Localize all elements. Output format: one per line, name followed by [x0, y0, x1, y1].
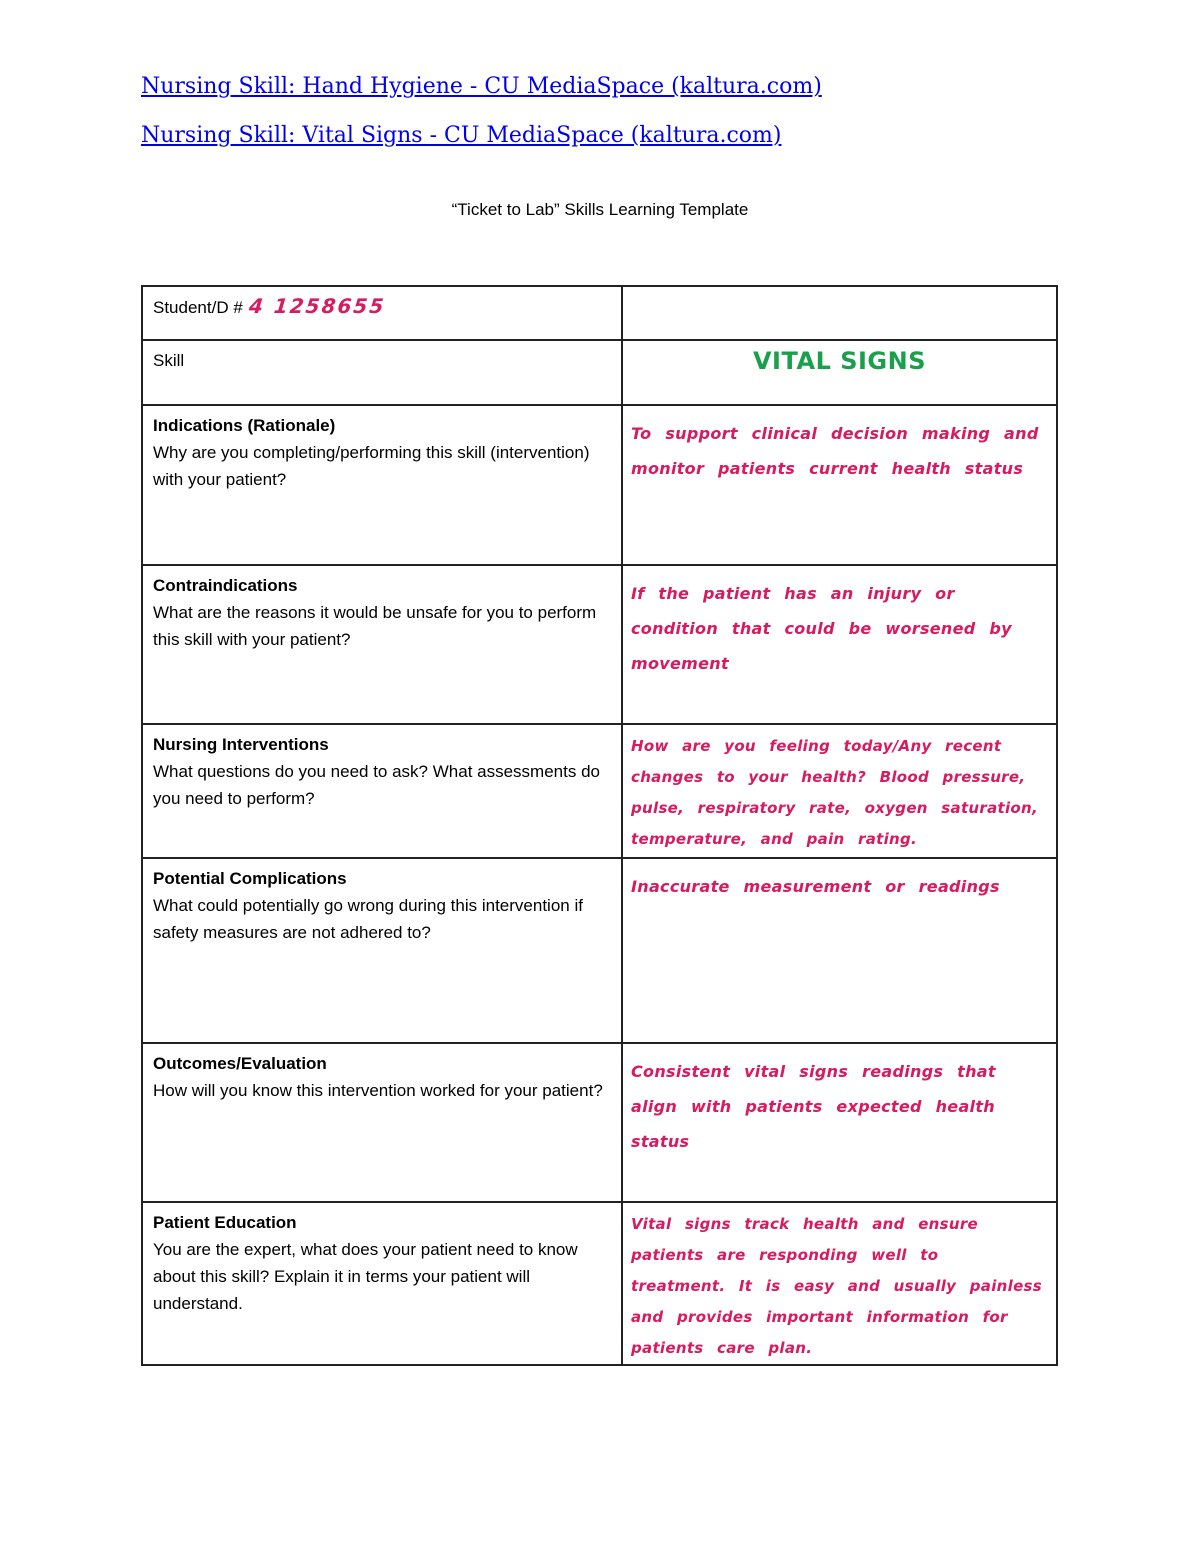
contraindications-description: What are the reasons it would be unsafe for you to perform this skill with your patient?	[153, 603, 597, 649]
potential-complications-description: What could potentially go wrong during this intervention if safety measures are not adhered to?	[153, 896, 583, 942]
nursing-interventions-description: What questions do you need to ask? What assessments do you need to perform?	[153, 762, 600, 808]
student-id-empty-cell	[622, 286, 1057, 340]
patient-education-row	[142, 1202, 1057, 1365]
indications-description: Why are you completing/performing this skill (intervention) with your patient?	[153, 443, 590, 489]
outcomes-evaluation-label-cell	[142, 1043, 622, 1202]
nursing-interventions-answer-cell	[622, 724, 1057, 858]
patient-education-answer: Vital signs track health and ensure patients are responding well to treatment. It is easy and usually painless and provides important information for patients care plan.	[631, 1215, 1042, 1357]
skill-value: VITAL SIGNS	[752, 347, 927, 375]
outcomes-evaluation-row	[142, 1043, 1057, 1202]
skill-value-cell	[622, 340, 1057, 405]
contraindications-answer-cell	[622, 565, 1057, 724]
skills-template-table	[141, 285, 1058, 1366]
hand-hygiene-link[interactable]: Nursing Skill: Hand Hygiene - CU MediaSpace (kaltura.com)	[141, 74, 822, 99]
patient-education-label-cell	[142, 1202, 622, 1365]
potential-complications-answer: Inaccurate measurement or readings	[631, 877, 1000, 896]
contraindications-title: Contraindications	[153, 576, 298, 595]
student-id-label: Student/D #	[153, 298, 243, 317]
indications-title: Indications (Rationale)	[153, 416, 336, 435]
potential-complications-row	[142, 858, 1057, 1043]
nursing-interventions-label-cell	[142, 724, 622, 858]
contraindications-label-cell	[142, 565, 622, 724]
nursing-interventions-title: Nursing Interventions	[153, 735, 329, 754]
potential-complications-title: Potential Complications	[153, 869, 347, 888]
document-title: “Ticket to Lab” Skills Learning Template	[451, 200, 749, 219]
potential-complications-answer-cell	[622, 858, 1057, 1043]
outcomes-evaluation-title: Outcomes/Evaluation	[153, 1054, 327, 1073]
indications-answer-cell	[622, 405, 1057, 565]
outcomes-evaluation-answer-cell	[622, 1043, 1057, 1202]
skill-label-cell	[142, 340, 622, 405]
patient-education-description: You are the expert, what does your patient need to know about this skill? Explain it in terms your patient will understand.	[153, 1240, 578, 1313]
contraindications-answer: If the patient has an injury or condition that could be worsened by movement	[631, 584, 1012, 673]
student-id-row	[142, 286, 1057, 340]
student-id-value: 4 1258655	[247, 294, 387, 318]
nursing-interventions-answer: How are you feeling today/Any recent changes to your health? Blood pressure, pulse, respiratory rate, oxygen saturation, temperature, and pain rating.	[631, 737, 1039, 848]
skill-label: Skill	[153, 351, 185, 370]
student-id-label-cell	[142, 286, 622, 340]
vital-signs-link[interactable]: Nursing Skill: Vital Signs - CU MediaSpace (kaltura.com)	[141, 123, 782, 148]
patient-education-title: Patient Education	[153, 1213, 297, 1232]
outcomes-evaluation-answer: Consistent vital signs readings that align with patients expected health status	[631, 1062, 996, 1151]
patient-education-answer-cell	[622, 1202, 1057, 1365]
indications-row	[142, 405, 1057, 565]
nursing-interventions-row	[142, 724, 1057, 858]
indications-answer: To support clinical decision making and monitor patients current health status	[631, 424, 1039, 478]
skill-row	[142, 340, 1057, 405]
indications-label-cell	[142, 405, 622, 565]
potential-complications-label-cell	[142, 858, 622, 1043]
outcomes-evaluation-description: How will you know this intervention worked for your patient?	[153, 1081, 603, 1100]
contraindications-row	[142, 565, 1057, 724]
